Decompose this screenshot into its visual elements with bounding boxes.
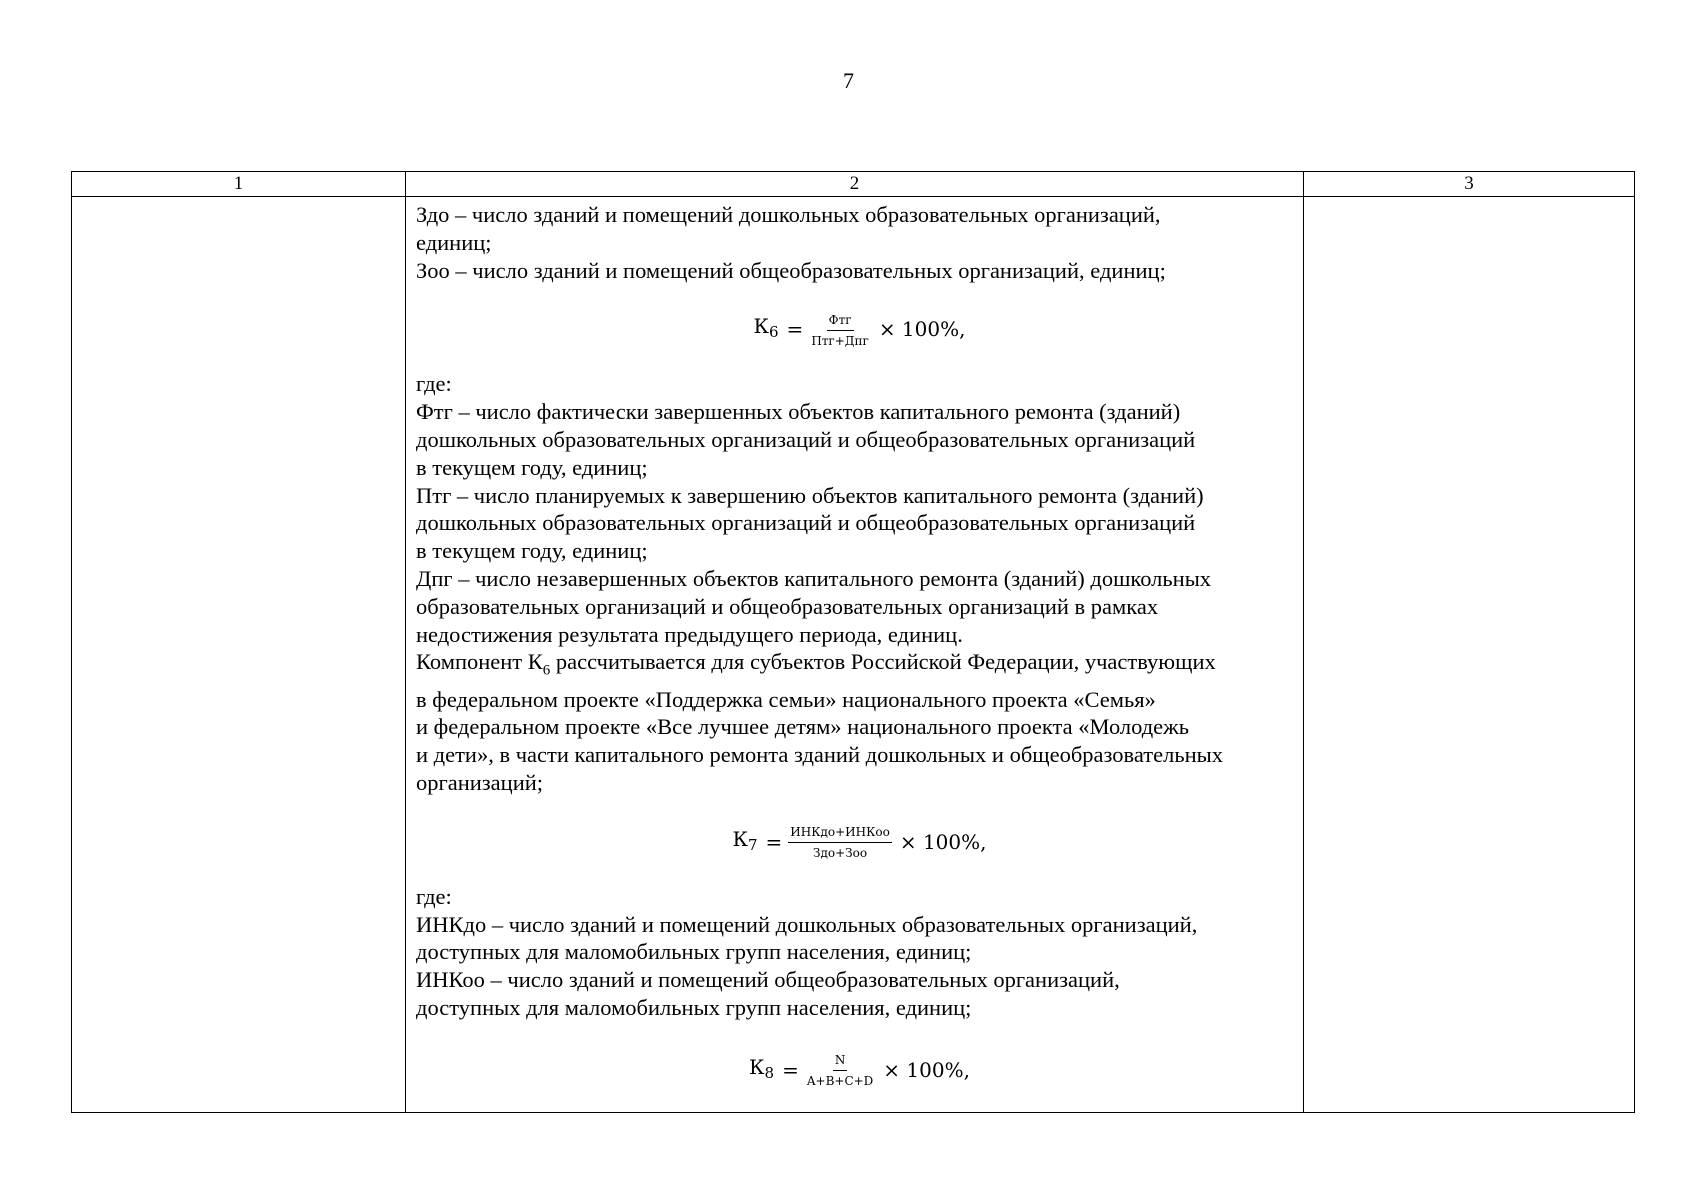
text-line: Зоо – число зданий и помещений общеобразовательных организаций, единиц; [416,257,1166,283]
table-body-row [72,197,1635,1113]
text-line: доступных для маломобильных групп населения, единиц; [416,995,972,1021]
formula-subscript: 6 [769,323,779,342]
formula-lhs [732,826,757,860]
formula-subscript: 7 [747,835,758,854]
table-header-row [72,172,1635,197]
text-line: ИНКоо – число зданий и помещений общеобразовательных организаций, [416,967,1120,993]
formula-rhs: × 100%, [878,317,966,342]
formula-symbol: К [732,826,748,851]
text-line: доступных для маломобильных групп населения, единиц; [416,939,972,965]
text-block-d [416,883,1303,1022]
column-3-cell [1304,197,1635,1113]
formula-fraction [788,824,892,861]
column-header-2: 2 [406,172,1304,197]
text-line: ИНКдо – число зданий и помещений дошкольных образовательных организаций, [416,911,1198,937]
text-line: где: [416,371,452,397]
text-block-b [416,370,1303,796]
formula-symbol: К [753,314,769,339]
text-line: в текущем году, единиц; [416,538,648,564]
formula-k6 [416,284,1303,370]
text-line: дошкольных образовательных организаций и общеобразовательных организаций [416,426,1196,452]
formula-k8 [416,1022,1303,1112]
cell-content [406,197,1303,1112]
column-2-cell [406,197,1304,1113]
document-table [71,171,1635,1113]
text-line: образовательных организаций и общеобразовательных организаций в рамках [416,593,1159,619]
formula-fraction [809,312,871,349]
formula-equals: = [786,317,804,342]
text-line: где: [416,883,452,909]
k6-description-line [416,648,1303,685]
formula-denominator: Птг+Дпг [811,333,869,348]
page-number: 7 [843,68,854,93]
formula-numerator: ИНКдо+ИНКоо [788,824,892,843]
formula-symbol: К [749,1054,765,1079]
text-line: и федеральном проекте «Все лучшее детям» национального проекта «Молодежь [416,714,1189,740]
text-line: Дпг – число незавершенных объектов капитального ремонта (зданий) дошкольных [416,565,1212,591]
text-line: дошкольных образовательных организаций и общеобразовательных организаций [416,510,1196,536]
column-header-3: 3 [1304,172,1635,197]
formula-fraction [805,1052,875,1089]
k6-text-after: рассчитывается для субъектов Российской Федерации, участвующих [550,649,1216,675]
formula-equals: = [782,1057,799,1082]
formula-subscript: 8 [764,1063,775,1082]
formula-denominator: A+B+C+D [806,1074,874,1089]
text-line: и дети», в части капитального ремонта зданий дошкольных и общеобразовательных [416,742,1223,768]
formula-lhs [754,313,779,347]
text-line: Птг – число планируемых к завершению объектов капитального ремонта (зданий) [416,482,1204,508]
text-line: единиц; [416,229,492,255]
text-line: в федеральном проекте «Поддержка семьи» национального проекта «Семья» [416,686,1156,712]
k6-subscript: 6 [542,662,551,679]
k6-text-before: Компонент К [416,649,543,675]
formula-numerator: N [833,1052,848,1071]
text-line: Здо – число зданий и помещений дошкольных образовательных организаций, [416,202,1161,227]
column-header-1: 1 [72,172,406,197]
text-line: недостижения результата предыдущего периода, единиц. [416,621,963,647]
formula-equals: = [765,829,783,854]
text-line: в текущем году, единиц; [416,454,648,480]
formula-k7 [416,797,1303,883]
text-block-a [416,201,1303,284]
formula-rhs: × 100%, [899,829,987,854]
text-line: Фтг – число фактически завершенных объектов капитального ремонта (зданий) [416,399,1181,425]
formula-numerator: Фтг [827,312,854,331]
formula-rhs: × 100%, [883,1057,970,1082]
formula-denominator: Здо+Зоо [813,846,868,861]
formula-lhs [749,1054,774,1088]
column-1-cell [72,197,406,1113]
text-line: организаций; [416,770,544,796]
